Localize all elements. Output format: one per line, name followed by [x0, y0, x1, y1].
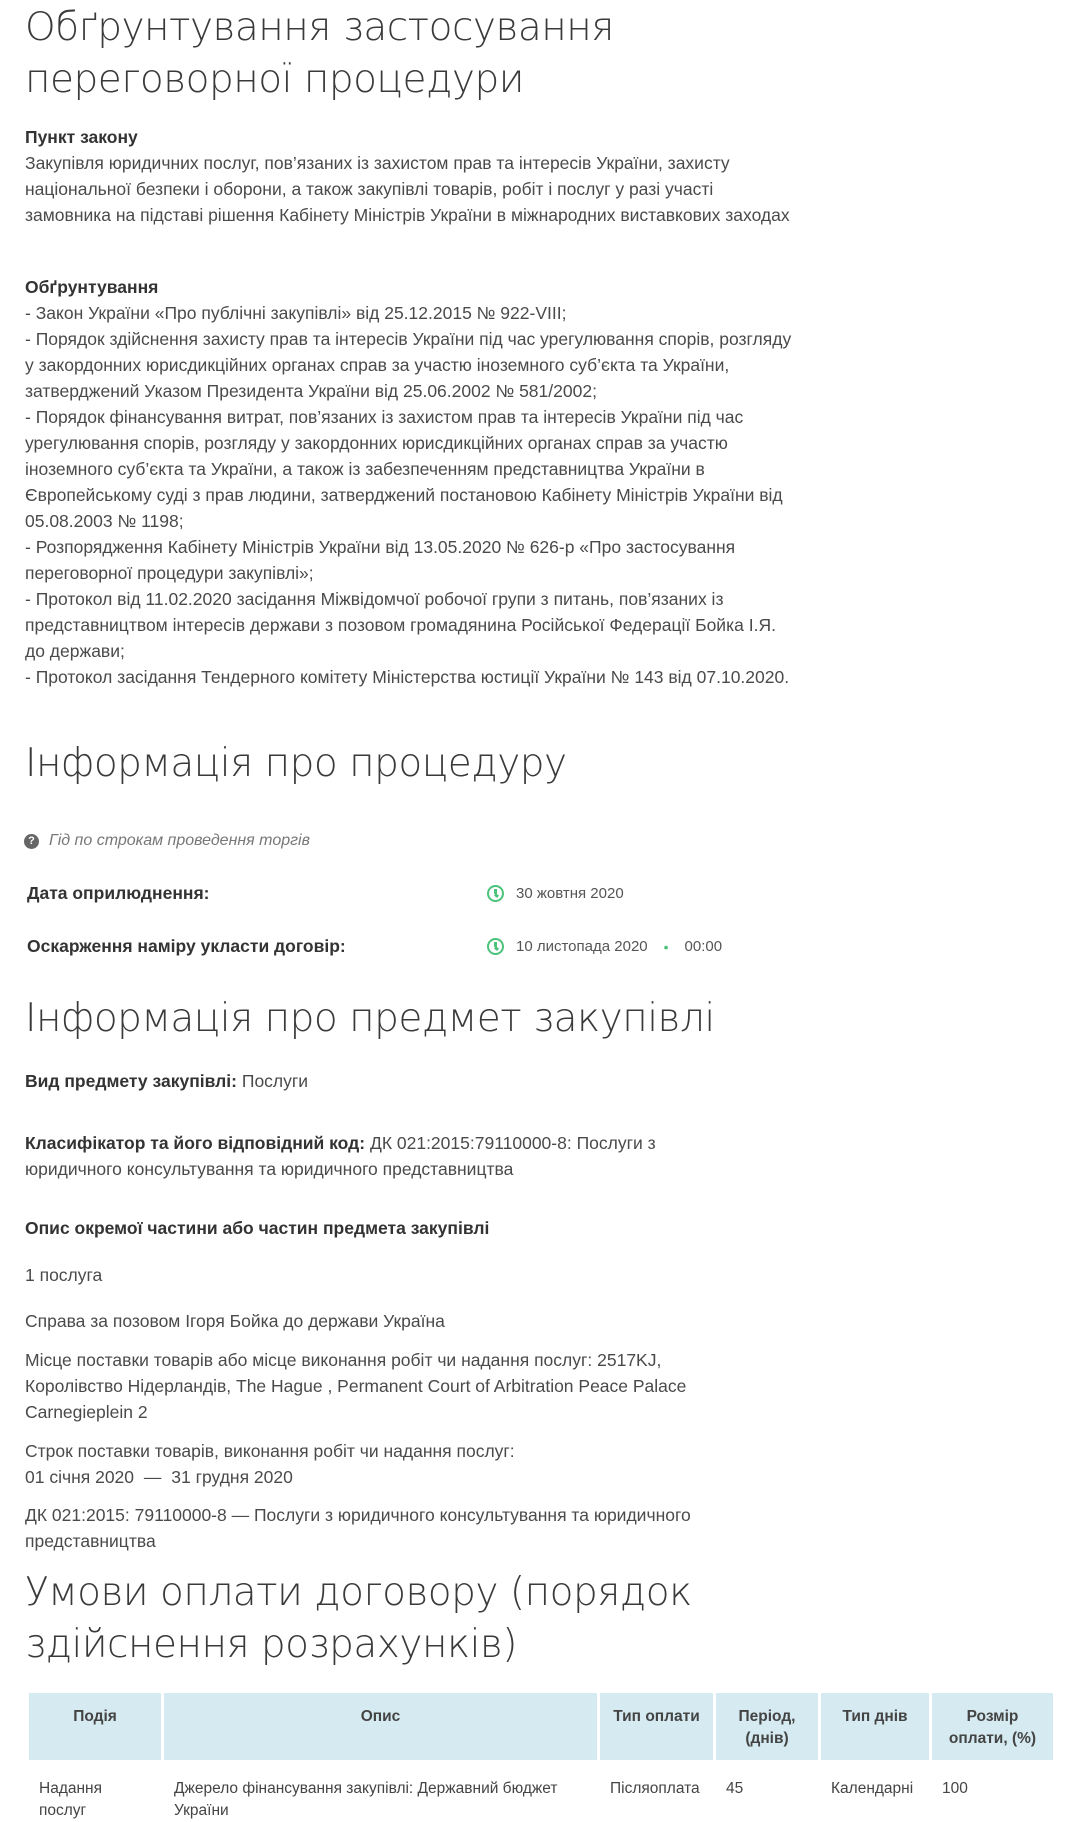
delivery-term-label: Строк поставки товарів, виконання робіт чи надання послуг: [25, 1441, 515, 1461]
appeal-date-row [27, 936, 722, 957]
question-circle-icon: ? [24, 834, 39, 849]
publication-date-row [27, 883, 624, 904]
delivery-place [25, 1347, 755, 1425]
appeal-date-value: 10 листопада 2020 [516, 938, 648, 955]
col-event: Подія [29, 1693, 161, 1760]
guide-link-label[interactable]: Гід по строкам проведення торгів [49, 832, 310, 849]
grounds-item: - Порядок здійснення захисту прав та інтересів України під час урегулювання спорів, розгляду у закордонних юрисдикційних органах справ за участю іноземного суб’єкта та України, затверджений Указом Президента України від 25.06.2002 № 581/2002; [25, 329, 792, 401]
cell-payment-size: 100 [942, 1780, 968, 1797]
classifier-label: Класифікатор та його відповідний код: [25, 1133, 366, 1153]
separator-dot: • [663, 938, 669, 955]
cell-description: Джерело фінансування закупівлі: Державний бюджет України [174, 1780, 558, 1819]
delivery-term-sep: — [143, 1467, 162, 1487]
appeal-date-label: Оскарження наміру укласти договір: [27, 936, 346, 956]
procedure-title: Інформація про процедуру [25, 741, 567, 786]
delivery-place-value: 2517KJ, Королівство Нідерландів, The Hague , Permanent Court of Arbitration Peace Palace Carnegieplein 2 [25, 1350, 687, 1422]
cell-payment-type: Післяоплата [610, 1780, 700, 1797]
col-period: Період, (днів) [716, 1693, 818, 1760]
grounds-label: Обґрунтування [25, 277, 159, 297]
publication-date-value: 30 жовтня 2020 [516, 885, 624, 902]
clock-icon [487, 885, 504, 902]
payment-title: Умови оплати договору (порядок здійснення розрахунків) [25, 1570, 692, 1667]
publication-date-label: Дата оприлюднення: [27, 883, 210, 903]
col-payment-size: Розмір оплати, (%) [932, 1693, 1053, 1760]
delivery-term [25, 1438, 795, 1490]
cell-event: Надання послуг [39, 1780, 102, 1819]
subject-title: Інформація про предмет закупівлі [25, 996, 715, 1041]
grounds-item: - Закон України «Про публічні закупівлі» від 25.12.2015 № 922-VIII; [25, 303, 567, 323]
col-payment-type: Тип оплати [600, 1693, 713, 1760]
grounds-item: - Порядок фінансування витрат, пов’язаних із захистом прав та інтересів України під час урегулювання спорів, розгляду у закордонних юрисдикційних органах справ за участю іноземного суб’єкта та України, а також із забезпеченням представництва України в Європейському суді з прав людини, затверджений постановою Кабінету Міністрів України від 05.08.2003 № 1198; [25, 407, 783, 531]
clock-icon [487, 938, 504, 955]
justification-title: Обґрунтування застосування переговорної процедури [25, 5, 614, 102]
col-day-type: Тип днів [821, 1693, 929, 1760]
item-description: Справа за позовом Ігоря Бойка до держави Україна [25, 1311, 445, 1331]
table-row [29, 1760, 1053, 1822]
grounds-item: - Протокол засідання Тендерного комітету Міністерства юстиції України № 143 від 07.10.2020. [25, 667, 790, 687]
payment-table [26, 1693, 1056, 1822]
appeal-time-value: 00:00 [684, 938, 723, 955]
grounds-item: - Розпорядження Кабінету Міністрів України від 13.05.2020 № 626-р «Про застосування переговорної процедури закупівлі»; [25, 537, 736, 583]
subject-type-label: Вид предмету закупівлі: [25, 1071, 237, 1091]
item-quantity: 1 послуга [25, 1265, 103, 1285]
law-clause-text: Закупівля юридичних послуг, пов’язаних із захистом прав та інтересів України, захисту національної безпеки і оборони, а також закупівлі товарів, робіт і послуг у разі участі замовника на підставі рішення Кабінету Міністрів України в міжнародних виставкових заходах [25, 153, 790, 225]
subject-type-value: Послуги [241, 1071, 309, 1091]
col-description: Опис [164, 1693, 597, 1760]
timeline-guide-link[interactable] [24, 832, 310, 850]
subject-type [25, 1068, 795, 1094]
grounds-item: - Протокол від 11.02.2020 засідання Міжвідомчої робочої групи з питань, пов’язаних із представництвом інтересів держави з позовом громадянина Російської Федерації Бойка І.Я. до держави; [25, 589, 776, 661]
classifier [25, 1130, 725, 1182]
law-clause-block [25, 124, 795, 228]
parts-label: Опис окремої частини або частин предмета закупівлі [25, 1218, 490, 1238]
classifier-value: ДК 021:2015:79110000-8: Послуги з юридичного консультування та юридичного представництва [25, 1133, 656, 1179]
delivery-term-start: 01 січня 2020 [25, 1467, 135, 1487]
item-classifier: ДК 021:2015: 79110000-8 — Послуги з юридичного консультування та юридичного представництва [25, 1505, 691, 1551]
delivery-place-label: Місце поставки товарів або місце виконання робіт чи надання послуг: [25, 1350, 593, 1370]
cell-day-type: Календарні [831, 1780, 914, 1797]
cell-period: 45 [726, 1780, 744, 1797]
delivery-term-end: 31 грудня 2020 [171, 1467, 293, 1487]
payment-table-header [29, 1693, 1053, 1760]
grounds-block [25, 274, 795, 690]
law-clause-label: Пункт закону [25, 127, 138, 147]
